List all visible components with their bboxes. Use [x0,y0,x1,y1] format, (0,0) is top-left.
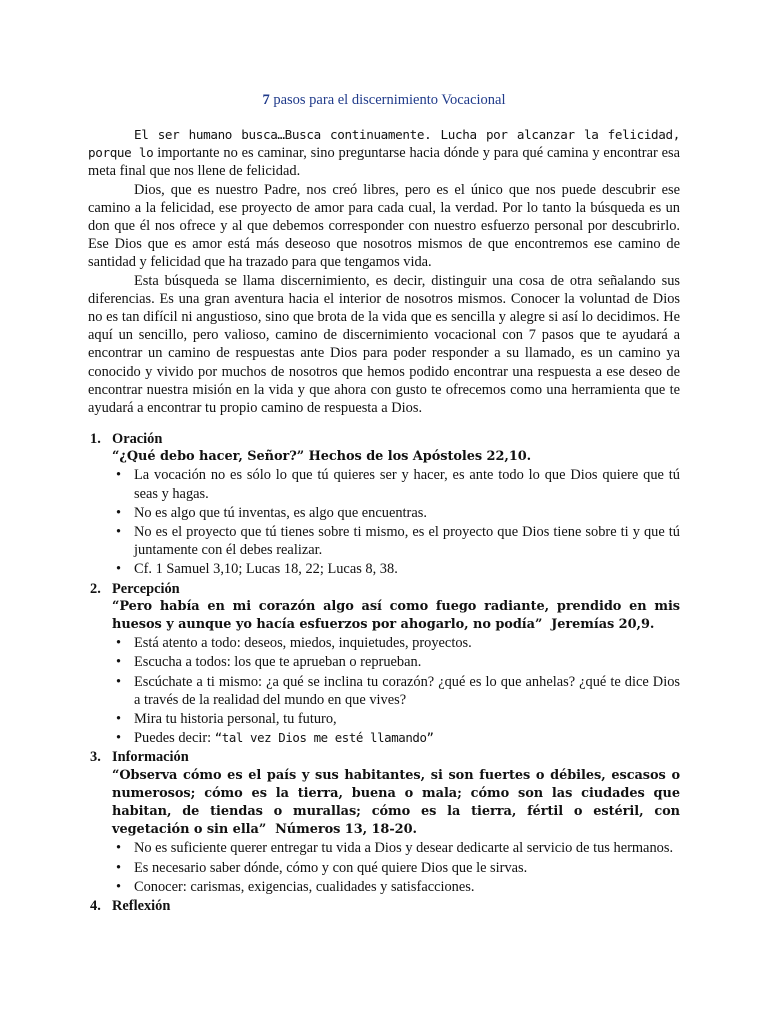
document-title [0,92,768,109]
step-quote-reference: Jeremías 20,9. [542,617,655,633]
list-item-quote: “tal vez Dios me esté llamando” [214,730,434,746]
bullet-icon: • [116,730,122,747]
list-item-text: Mira tu historia personal, tu futuro, [134,711,337,728]
intro-section [88,126,680,417]
bullet-icon: • [116,711,122,728]
intro-paragraph-1-rest: importante no es caminar, sino preguntarse hacia dónde y para qué camina y encontrar esa meta final que nos llene de felicidad. [88,145,680,180]
step-number: 2. [90,580,101,597]
list-item [112,523,680,559]
bullet-icon: • [116,561,122,578]
list-item-text: No es suficiente querer entregar tu vida a Dios y desear dedicarte al servicio de tus hermanos. [134,840,674,857]
list-item-text: Puedes decir: [134,730,215,747]
step-bullet-list [112,839,680,896]
intro-paragraph-2: Dios, que es nuestro Padre, nos creó libres, pero es el único que nos puede descubrir ese camino a la felicidad, ese proyecto de amor para cada cual, la verdad. Por lo tanto la búsqueda es un don que él nos ofrece y al que debemos corresponder con nuestro esfuerzo personal por descubrirlo. Ese Dios que es amor está más deseoso que nosotros mismos de que encontremos ese camino de santidad y felicidad que ha trazado para que tengamos vida. [88,181,680,271]
bullet-icon: • [116,635,122,652]
bullet-icon: • [116,859,122,876]
bullet-icon: • [116,840,122,857]
list-item [112,878,680,896]
bullet-icon: • [116,524,122,541]
step-quote-text: “Pero había en mi corazón algo así como fuego radiante, prendido en mis huesos y aunque yo hacía esfuerzos por ahogarlo, no podía” [112,598,680,633]
bullet-icon: • [116,654,122,671]
intro-paragraph-1-lead: El ser humano busca…Busca continuamente. Lucha por alcanzar la felicidad, porque lo [88,127,680,161]
title-number: 7 [262,92,270,108]
bullet-icon: • [116,878,122,895]
list-item-text: La vocación no es sólo lo que tú quieres ser y hacer, es ante todo lo que Dios quiere que tú seas y hagas. [134,467,680,502]
step-title: Información [112,749,189,766]
intro-paragraph-3: Esta búsqueda se llama discernimiento, es decir, distinguir una cosa de otra señalando sus diferencias. Es una gran aventura hacia el interior de nosotros mismos. Conocer la voluntad de Dios no es tan difícil ni angustioso, sino que brota de la vida que es sencilla y alegre si así lo decidimos. He aquí un sencillo, pero valioso, camino de discernimiento vocacional con 7 pasos que te ayudará a encontrar un camino de respuestas ante Dios para poder responder a su llamado, es un camino ya conocido y vivido por muchos de nosotros que hemos podido encontrar una respuesta a ese deseo de encontrar nuestra misión en la vida y que ahora con gusto te ofrecemos como una herramienta que te ayudará a encontrar tu propio camino de respuesta a Dios. [88,272,680,417]
step-title: Oración [112,431,163,447]
step-bullet-list [112,466,680,578]
step-title: Percepción [112,580,180,597]
step-number: 4. [90,898,101,915]
step-title: Reflexión [112,898,171,915]
intro-paragraph-1 [88,126,680,181]
bullet-icon: • [116,467,122,484]
step-quote-text: “Observa cómo es el país y sus habitantes, si son fuertes o débiles, escasos o numerosos; cómo es la tierra, buena o mala; cómo son las ciudades que habitan, de tiendas o murallas; cómo es la tierra, fértil o estéril, con vegetación o sin ella” [112,767,680,838]
step-reflexion [88,897,680,915]
step-percepcion [88,580,680,748]
list-item-text: Escucha a todos: los que te aprueban o reprueban. [134,654,422,671]
step-quote [112,598,680,634]
steps-list [88,430,680,915]
step-oracion [88,430,680,579]
list-item-text: Conocer: carismas, exigencias, cualidades y satisfacciones. [134,878,475,895]
step-quote-reference: Números 13, 18-20. [266,822,417,838]
bullet-icon: • [116,504,122,521]
bullet-icon: • [116,673,122,690]
list-item-text: No es algo que tú inventas, es algo que encuentras. [134,504,427,521]
list-item [112,729,680,747]
list-item-text: Cf. 1 Samuel 3,10; Lucas 18, 22; Lucas 8, 38. [134,561,398,578]
list-item-text: Escúchate a ti mismo: ¿a qué se inclina tu corazón? ¿qué es lo que anhelas? ¿qué te dice Dios a través de la realidad del mundo en que vives? [134,673,680,708]
list-item [112,634,680,652]
list-item [112,839,680,857]
list-item [112,673,680,709]
list-item-text: No es el proyecto que tú tienes sobre ti mismo, es el proyecto que Dios tiene sobre ti y que tú juntamente con él debes realizar. [134,524,680,559]
title-text: pasos para el discernimiento Vocacional [269,92,506,108]
step-informacion [88,748,680,896]
step-quote [112,767,680,840]
step-bullet-list [112,634,680,747]
step-number: 3. [90,749,101,766]
step-quote [112,448,680,466]
list-item [112,560,680,578]
list-item [112,466,680,502]
step-quote-text: “¿Qué debo hacer, Señor?” Hechos de los Apóstoles 22,10. [112,449,532,465]
list-item [112,504,680,522]
list-item [112,859,680,877]
list-item [112,653,680,671]
list-item [112,710,680,728]
list-item-text: Es necesario saber dónde, cómo y con qué quiere Dios que le sirvas. [134,859,528,876]
step-number: 1. [90,431,101,447]
list-item-text: Está atento a todo: deseos, miedos, inquietudes, proyectos. [134,635,472,652]
